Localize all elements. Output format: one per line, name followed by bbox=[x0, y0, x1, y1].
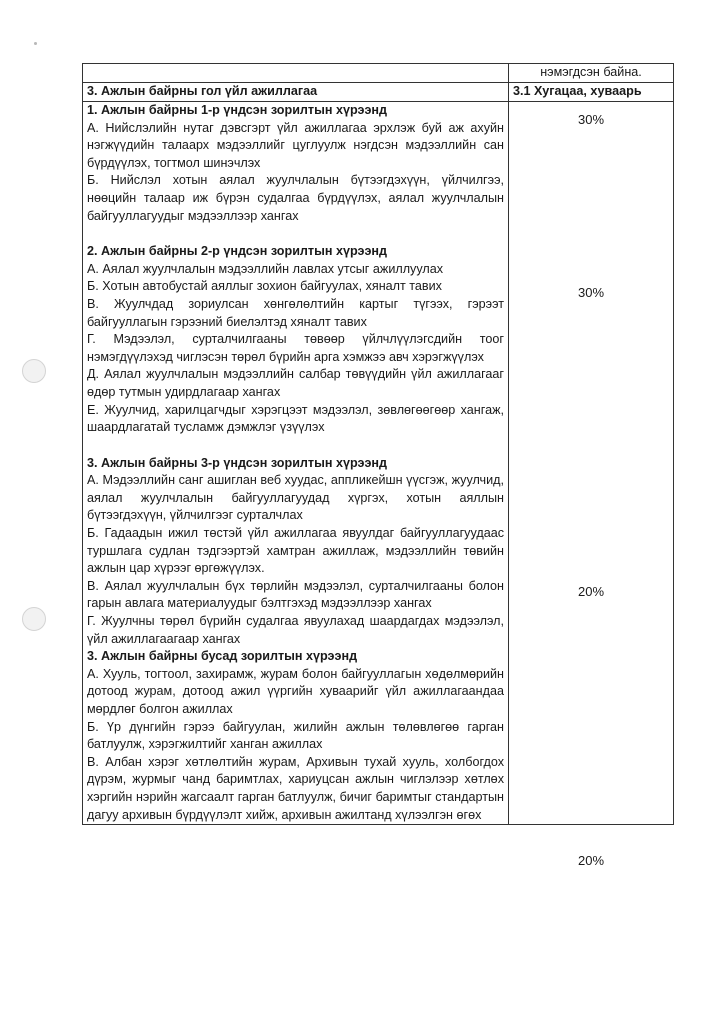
table-body-row bbox=[83, 102, 674, 825]
punch-hole-top bbox=[22, 359, 46, 383]
list-item: Б. Хотын автобустай аяллыг зохион байгуулах, хяналт тавих bbox=[87, 279, 442, 294]
punch-hole-bottom bbox=[22, 607, 46, 631]
list-item: В. Албан хэрэг хөтлөлтийн журам, Архивын тухай хууль, холбогдох дүрэм, журмыг чанд баримтлах, хариуцсан ажлын чиглэлээр хөтлөх хэргийн нэрийн жагсаалт гарган батлуулж, бичиг баримтыг стандартын дагуу архивын бүрдүүлэлт хийж, архивын ажилтанд хүлээлгэн өгөх bbox=[87, 754, 504, 822]
section-4-share: 20% bbox=[577, 853, 605, 868]
page-speck bbox=[34, 42, 37, 45]
section-1-share: 30% bbox=[577, 112, 605, 127]
table-header-row bbox=[83, 83, 674, 102]
period-heading: 3.1 Хугацаа, хуваарь bbox=[509, 83, 674, 102]
section-1 bbox=[87, 102, 504, 225]
section-title: 2. Ажлын байрны 2-р үндсэн зорилтын хүрээнд bbox=[87, 244, 388, 259]
section-4 bbox=[87, 648, 504, 824]
duties-table bbox=[82, 63, 674, 868]
section-gap bbox=[87, 225, 504, 243]
list-item: Е. Жуулчид, харилцагчдыг хэрэгцээт мэдээлэл, зөвлөгөөгөөр хангаж, шаардлагатай тусламж дэмжлэг үзүүлэх bbox=[87, 402, 504, 435]
list-item: В. Жуулчдад зориулсан хөнгөлөлтийн картыг түгээх, гэрээт байгууллагын гэрээний биелэлтэд хяналт тавих bbox=[87, 296, 504, 329]
continuation-row bbox=[83, 64, 674, 83]
continuation-cell: нэмэгдсэн байна. bbox=[509, 64, 674, 83]
main-heading: 3. Ажлын байрны гол үйл ажиллагаа bbox=[83, 83, 509, 102]
list-item: А. Нийслэлийн нутаг дэвсгэрт үйл ажиллагаа эрхлэж буй аж ахуйн нэгжүүдийн талаарх мэдээллийг цуглуулж нэгдсэн мэдээллийн сан бүрдүүлэх, тогтмол шинэчлэх bbox=[87, 120, 504, 170]
section-gap bbox=[87, 437, 504, 455]
section-2 bbox=[87, 243, 504, 437]
section-2-share: 30% bbox=[577, 285, 605, 300]
section-title: 3. Ажлын байрны 3-р үндсэн зорилтын хүрээнд bbox=[87, 455, 388, 470]
list-item: Б. Гадаадын ижил төстэй үйл ажиллагаа явуулдаг байгууллагуудаас туршлага судлан тэдгээртэй хамтран ажиллаж, мэдээллийн төвийн ажлын цар хүрээг өргөжүүлэх. bbox=[87, 526, 504, 576]
section-title: 3. Ажлын байрны бусад зорилтын хүрээнд bbox=[87, 649, 358, 664]
list-item: Б. Нийслэл хотын аялал жуулчлалын бүтээгдэхүүн, үйлчилгээ, нөөцийн талаар иж бүрэн судалгаа бүрдүүлэх, аялал жуулчлалын байгууллагуудыг мэдээллээр хангах bbox=[87, 173, 504, 223]
duties-cell bbox=[83, 102, 509, 825]
section-3-share: 20% bbox=[577, 584, 605, 599]
list-item: В. Аялал жуулчлалын бүх төрлийн мэдээлэл, сурталчилгааны болон гарын авлага материалуудыг бэлтгэхэд мэдээллээр хангах bbox=[87, 578, 504, 611]
list-item: А. Хууль, тогтоол, захирамж, журам болон байгууллагын хөдөлмөрийн дотоод журам, дотоод ажил үүргийн хуваарийг үйл ажиллагаандаа мөрдлөг болгон ажиллах bbox=[87, 666, 504, 716]
list-item: Д. Аялал жуулчлалын мэдээллийн салбар төвүүдийн үйл ажиллагааг өдөр тутмын удирдлагаар хангах bbox=[87, 367, 504, 399]
section-title: 1. Ажлын байрны 1-р үндсэн зорилтын хүрээнд bbox=[87, 103, 388, 117]
list-item: Г. Жуулчны төрөл бүрийн судалгаа явуулахад шаардагдах мэдээлэл, үйл ажиллагаагаар хангах bbox=[87, 614, 504, 646]
list-item: А. Мэдээллийн санг ашиглан веб хуудас, аппликейшн үүсгэж, жуулчид, аялал жуулчлалын байгууллагуудад хүргэх, хотын аяллын бүтээгдэхүүн, үйлчилгээг сурталчлах bbox=[87, 473, 504, 523]
continuation-empty-cell bbox=[83, 64, 509, 83]
list-item: Б. Үр дүнгийн гэрээ байгуулан, жилийн ажлын төлөвлөгөө гарган батлуулж, хэрэгжилтийг ханган ажиллах bbox=[87, 719, 504, 752]
section-3 bbox=[87, 455, 504, 649]
period-cell bbox=[509, 102, 674, 868]
list-item: А. Аялал жуулчлалын мэдээллийн лавлах утсыг ажиллуулах bbox=[87, 261, 444, 276]
list-item: Г. Мэдээлэл, сурталчилгааны төвөөр үйлчлүүлэгсдийн тоог нэмэгдүүлэхэд чиглэсэн төрөл бүрийн арга хэмжээ авч хэрэгжүүлэх bbox=[87, 332, 504, 364]
